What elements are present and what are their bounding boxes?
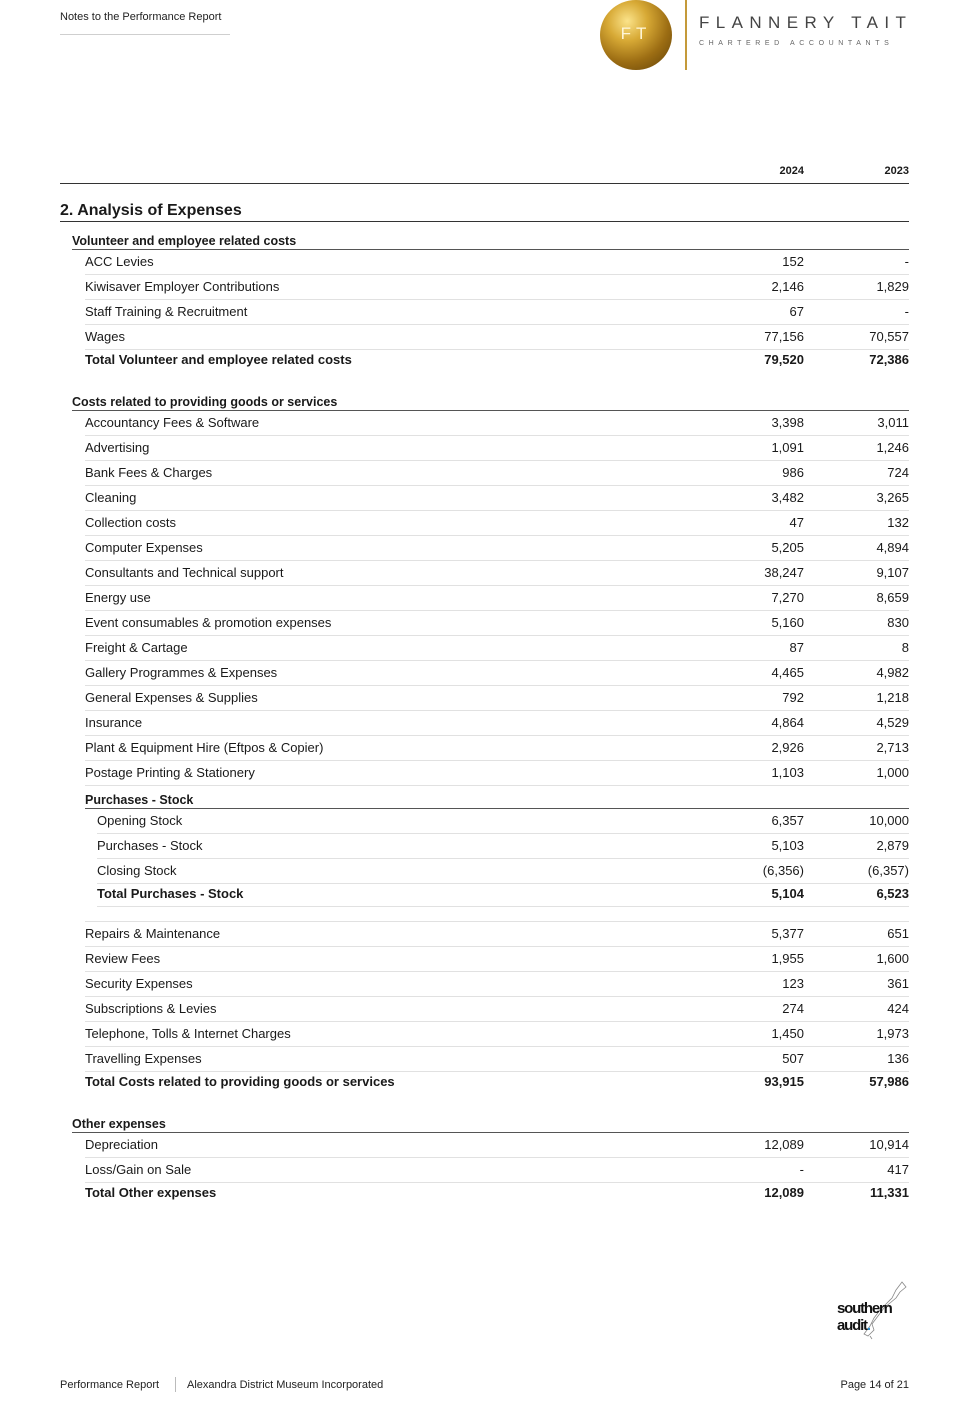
year-header — [60, 160, 909, 184]
table-row — [85, 250, 909, 275]
table-row — [85, 711, 909, 736]
value-2024: 1,103 — [771, 765, 804, 780]
table-row — [85, 300, 909, 325]
table-row — [85, 1133, 909, 1158]
value-2024: 77,156 — [764, 329, 804, 344]
total-label: Total Other expenses — [85, 1185, 217, 1200]
table-row — [85, 761, 909, 786]
expenses-table — [60, 160, 909, 1203]
table-row — [85, 275, 909, 300]
value-2023: 8 — [901, 640, 909, 655]
table-row — [85, 536, 909, 561]
value-2024: 986 — [782, 465, 804, 480]
value-2023: 10,000 — [869, 813, 909, 828]
value-2023: 1,000 — [876, 765, 909, 780]
row-label: Opening Stock — [97, 813, 183, 828]
row-label: Event consumables & promotion expenses — [85, 615, 332, 630]
value-2024: 5,205 — [771, 540, 804, 555]
table-row — [85, 922, 909, 947]
row-label: Closing Stock — [97, 863, 177, 878]
year-2024-header: 2024 — [779, 165, 804, 177]
table-row — [85, 411, 909, 436]
firm-logo-divider — [685, 0, 687, 70]
value-2024: 2,146 — [771, 279, 804, 294]
table-row — [85, 511, 909, 536]
value-2023: 4,982 — [876, 665, 909, 680]
table-row — [85, 1158, 909, 1183]
value-2024: 123 — [782, 976, 804, 991]
section-volunteer — [72, 233, 909, 370]
value-2023: 4,529 — [876, 715, 909, 730]
table-row — [85, 972, 909, 997]
firm-subtitle: CHARTERED ACCOUNTANTS — [699, 40, 894, 47]
value-2023: 10,914 — [869, 1137, 909, 1152]
table-row — [85, 636, 909, 661]
value-2024: 152 — [782, 254, 804, 269]
row-label: Kiwisaver Employer Contributions — [85, 279, 280, 294]
section-heading: Volunteer and employee related costs — [72, 233, 909, 250]
section-total — [85, 1072, 909, 1092]
row-label: Bank Fees & Charges — [85, 465, 213, 480]
total-2023: 72,386 — [869, 352, 909, 367]
value-2024: 5,103 — [771, 838, 804, 853]
table-row — [85, 561, 909, 586]
row-label: Energy use — [85, 590, 151, 605]
value-2024: 2,926 — [771, 740, 804, 755]
section-total — [85, 350, 909, 370]
value-2023: 2,879 — [876, 838, 909, 853]
row-label: Postage Printing & Stationery — [85, 765, 255, 780]
value-2023: 724 — [887, 465, 909, 480]
value-2024: 3,398 — [771, 415, 804, 430]
value-2024: 792 — [782, 690, 804, 705]
row-label: Insurance — [85, 715, 143, 730]
value-2023: 1,218 — [876, 690, 909, 705]
table-row — [85, 947, 909, 972]
row-label: Consultants and Technical support — [85, 565, 284, 580]
section-heading: Costs related to providing goods or services — [72, 394, 909, 411]
value-2024: 87 — [789, 640, 804, 655]
row-label: Freight & Cartage — [85, 640, 188, 655]
value-2023: 136 — [887, 1051, 909, 1066]
value-2023: - — [904, 254, 909, 269]
row-label: Collection costs — [85, 515, 177, 530]
table-row — [85, 997, 909, 1022]
header-note: Notes to the Performance Report — [60, 11, 222, 23]
row-label: Staff Training & Recruitment — [85, 304, 248, 319]
value-2023: 830 — [887, 615, 909, 630]
table-row — [85, 325, 909, 350]
footer — [60, 1377, 909, 1393]
row-label: Cleaning — [85, 490, 137, 505]
total-label: Total Purchases - Stock — [97, 886, 244, 901]
table-row — [85, 661, 909, 686]
value-2024: 507 — [782, 1051, 804, 1066]
page-number: Page 14 of 21 — [840, 1379, 909, 1391]
value-2023: 1,600 — [876, 951, 909, 966]
row-label: Depreciation — [85, 1137, 158, 1152]
table-row — [85, 461, 909, 486]
row-label: General Expenses & Supplies — [85, 690, 258, 705]
row-label: Security Expenses — [85, 976, 193, 991]
row-label: ACC Levies — [85, 254, 154, 269]
value-2023: 1,246 — [876, 440, 909, 455]
row-label: Review Fees — [85, 951, 161, 966]
value-2024: 4,864 — [771, 715, 804, 730]
value-2023: 3,265 — [876, 490, 909, 505]
row-label: Repairs & Maintenance — [85, 926, 221, 941]
row-label: Telephone, Tolls & Internet Charges — [85, 1026, 291, 1041]
total-label: Total Costs related to providing goods or services — [85, 1074, 395, 1089]
table-row — [85, 736, 909, 761]
footer-organisation: Alexandra District Museum Incorporated — [187, 1379, 384, 1391]
value-2023: 1,973 — [876, 1026, 909, 1041]
footer-divider — [175, 1377, 176, 1392]
row-label: Computer Expenses — [85, 540, 203, 555]
value-2023: 132 — [887, 515, 909, 530]
value-2024: 1,091 — [771, 440, 804, 455]
row-label: Travelling Expenses — [85, 1051, 202, 1066]
firm-logo-emblem: FT — [600, 0, 672, 70]
row-label: Subscriptions & Levies — [85, 1001, 217, 1016]
total-label: Total Volunteer and employee related costs — [85, 352, 352, 367]
value-2024: 5,160 — [771, 615, 804, 630]
page-title: 2. Analysis of Expenses — [60, 201, 909, 222]
value-2024: 4,465 — [771, 665, 804, 680]
table-row — [85, 686, 909, 711]
value-2024: 1,450 — [771, 1026, 804, 1041]
value-2024: 67 — [789, 304, 804, 319]
table-row — [97, 834, 909, 859]
section-heading: Other expenses — [72, 1116, 909, 1133]
value-2023: 9,107 — [876, 565, 909, 580]
value-2024: 274 — [782, 1001, 804, 1016]
table-row — [97, 859, 909, 884]
section-other — [72, 1116, 909, 1203]
value-2023: 651 — [887, 926, 909, 941]
row-label: Advertising — [85, 440, 150, 455]
value-2023: 4,894 — [876, 540, 909, 555]
total-2023: 6,523 — [876, 886, 909, 901]
value-2023: 417 — [887, 1162, 909, 1177]
value-2024: - — [799, 1162, 804, 1177]
value-2024: 5,377 — [771, 926, 804, 941]
year-2023-header: 2023 — [884, 165, 909, 177]
value-2023: 70,557 — [869, 329, 909, 344]
row-label: Purchases - Stock — [97, 838, 203, 853]
subsection-total — [97, 884, 909, 907]
value-2023: 3,011 — [877, 415, 909, 430]
spacer — [85, 907, 909, 922]
table-row — [85, 611, 909, 636]
section-total — [85, 1183, 909, 1203]
value-2024: 6,357 — [771, 813, 804, 828]
total-2023: 11,331 — [869, 1185, 909, 1200]
value-2024: 7,270 — [771, 590, 804, 605]
total-2024: 5,104 — [771, 886, 804, 901]
total-2024: 12,089 — [764, 1185, 804, 1200]
firm-name: FLANNERY TAIT — [699, 13, 913, 32]
value-2023: 1,829 — [876, 279, 909, 294]
value-2024: 3,482 — [771, 490, 804, 505]
value-2023: 8,659 — [876, 590, 909, 605]
row-label: Gallery Programmes & Expenses — [85, 665, 278, 680]
value-2023: (6,357) — [867, 863, 909, 878]
value-2024: 12,089 — [764, 1137, 804, 1152]
value-2023: - — [904, 304, 909, 319]
value-2024: 38,247 — [764, 565, 804, 580]
table-row — [85, 586, 909, 611]
value-2024: 1,955 — [771, 951, 804, 966]
southern-audit-logo — [832, 1278, 927, 1340]
value-2024: (6,356) — [762, 863, 804, 878]
subsection-purchases — [85, 792, 909, 922]
section-goods — [72, 394, 909, 1092]
southern-audit-wordmark: southern audit. — [837, 1300, 892, 1334]
table-row — [85, 1022, 909, 1047]
header-rule — [60, 34, 230, 35]
subsection-heading: Purchases - Stock — [85, 792, 909, 809]
row-label: Loss/Gain on Sale — [85, 1162, 192, 1177]
row-label: Plant & Equipment Hire (Eftpos & Copier) — [85, 740, 324, 755]
total-2024: 79,520 — [764, 352, 804, 367]
value-2023: 2,713 — [876, 740, 909, 755]
table-row — [85, 436, 909, 461]
footer-report-name: Performance Report — [60, 1379, 160, 1391]
value-2023: 361 — [887, 976, 909, 991]
value-2024: 47 — [789, 515, 804, 530]
table-row — [85, 486, 909, 511]
row-label: Wages — [85, 329, 125, 344]
value-2023: 424 — [887, 1001, 909, 1016]
table-row — [85, 1047, 909, 1072]
total-2023: 57,986 — [869, 1074, 909, 1089]
total-2024: 93,915 — [764, 1074, 804, 1089]
row-label: Accountancy Fees & Software — [85, 415, 260, 430]
table-row — [97, 809, 909, 834]
